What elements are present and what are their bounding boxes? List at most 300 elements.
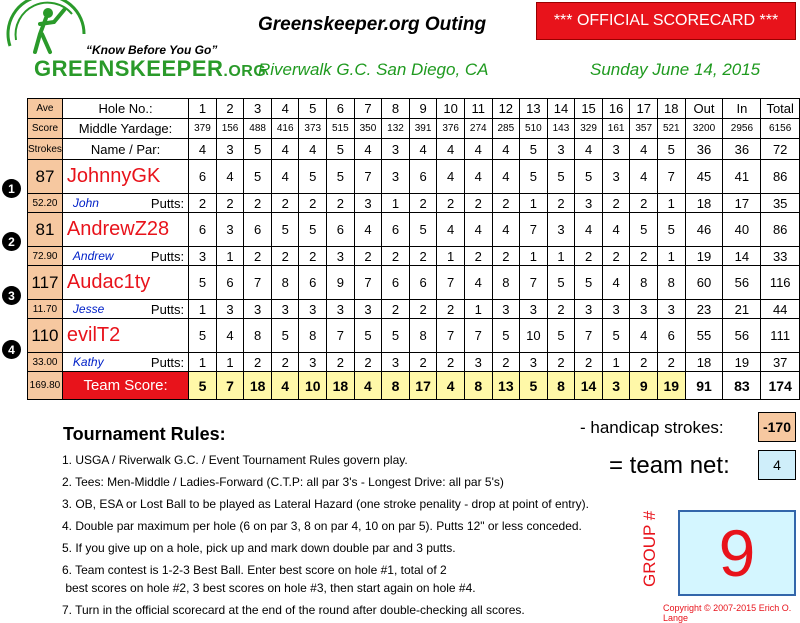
team-in: 83 xyxy=(723,372,761,400)
putts-in: 19 xyxy=(723,353,761,372)
team-total: 174 xyxy=(761,372,800,400)
hole-score: 3 xyxy=(602,160,630,194)
hole-putts: 2 xyxy=(299,194,327,213)
hole-score: 4 xyxy=(437,213,465,247)
hole-putts: 2 xyxy=(327,194,355,213)
hole-score: 7 xyxy=(520,213,548,247)
table-row xyxy=(28,119,800,139)
hole-number: 6 xyxy=(327,99,355,119)
hole-yardage: 416 xyxy=(271,119,299,139)
putts-out: 18 xyxy=(685,353,723,372)
table-row xyxy=(28,213,800,247)
hole-score: 5 xyxy=(547,319,575,353)
hole-yardage: 350 xyxy=(354,119,382,139)
score-total: 111 xyxy=(761,319,800,353)
player-name: AndrewZ28 xyxy=(62,213,188,247)
team-hole-score: 13 xyxy=(492,372,520,400)
hole-score: 4 xyxy=(464,160,492,194)
hole-par: 4 xyxy=(575,139,603,160)
hole-score: 4 xyxy=(271,160,299,194)
hole-score: 5 xyxy=(602,319,630,353)
putts-in: 14 xyxy=(723,247,761,266)
table-row xyxy=(28,99,800,119)
hole-putts: 3 xyxy=(354,194,382,213)
score-label: Score xyxy=(28,119,63,139)
outing-title: Greenskeeper.org Outing xyxy=(258,14,487,35)
par-total: 72 xyxy=(761,139,800,160)
par-in: 36 xyxy=(723,139,761,160)
hole-par: 4 xyxy=(299,139,327,160)
team-hole-score: 9 xyxy=(630,372,658,400)
hole-yardage: 329 xyxy=(575,119,603,139)
event-date: Sunday June 14, 2015 xyxy=(590,60,761,79)
hole-putts: 1 xyxy=(547,247,575,266)
table-row xyxy=(28,300,800,319)
player-name: Audac1ty xyxy=(62,266,188,300)
hole-putts: 1 xyxy=(602,353,630,372)
hole-putts: 2 xyxy=(547,353,575,372)
hole-score: 4 xyxy=(492,160,520,194)
score-in: 56 xyxy=(723,319,761,353)
hole-putts: 1 xyxy=(437,247,465,266)
rule-item: 2. Tees: Men-Middle / Ladies-Forward (C.T.P: all par 3's - Longest Drive: all par 5's) xyxy=(62,475,504,489)
hole-score: 6 xyxy=(189,160,217,194)
hole-score: 3 xyxy=(547,213,575,247)
hole-putts: 3 xyxy=(492,300,520,319)
hole-score: 5 xyxy=(271,319,299,353)
score-out: 55 xyxy=(685,319,723,353)
rule-item: 7. Turn in the official scorecard at the end of the round after double-checking all scores. xyxy=(62,603,525,617)
hole-score: 5 xyxy=(271,213,299,247)
hole-number: 16 xyxy=(602,99,630,119)
table-row xyxy=(28,247,800,266)
team-hole-score: 19 xyxy=(658,372,686,400)
team-handicap-total: 169.80 xyxy=(28,372,63,400)
hole-putts: 2 xyxy=(271,247,299,266)
hole-score: 5 xyxy=(189,266,217,300)
player-average: 87 xyxy=(28,160,63,194)
tagline: “Know Before You Go” xyxy=(86,43,218,57)
hole-score: 5 xyxy=(547,266,575,300)
official-scorecard-banner: *** OFFICIAL SCORECARD *** xyxy=(536,2,796,40)
hole-number: 4 xyxy=(271,99,299,119)
hole-score: 4 xyxy=(630,319,658,353)
hole-number: 5 xyxy=(299,99,327,119)
rule-item: 5. If you give up on a hole, pick up and mark down double par and 3 putts. xyxy=(62,541,456,555)
team-hole-score: 8 xyxy=(547,372,575,400)
hole-putts: 3 xyxy=(216,300,244,319)
hole-score: 4 xyxy=(492,213,520,247)
hole-score: 5 xyxy=(492,319,520,353)
hole-number: 9 xyxy=(409,99,437,119)
hole-putts: 3 xyxy=(189,247,217,266)
hole-yardage: 376 xyxy=(437,119,465,139)
team-hole-score: 5 xyxy=(189,372,217,400)
putts-cell xyxy=(62,247,188,266)
hole-yardage: 161 xyxy=(602,119,630,139)
putts-out: 23 xyxy=(685,300,723,319)
hole-score: 5 xyxy=(189,319,217,353)
hole-putts: 2 xyxy=(271,194,299,213)
yardage-label: Middle Yardage: xyxy=(62,119,188,139)
hole-score: 7 xyxy=(437,266,465,300)
score-out: 45 xyxy=(685,160,723,194)
player-name: evilT2 xyxy=(62,319,188,353)
hole-score: 5 xyxy=(630,213,658,247)
hole-putts: 2 xyxy=(437,194,465,213)
player-handicap: 52.20 xyxy=(28,194,63,213)
hole-putts: 3 xyxy=(658,300,686,319)
table-row xyxy=(28,194,800,213)
hole-putts: 2 xyxy=(244,353,272,372)
player-alias: John xyxy=(72,195,99,210)
rule-item: best scores on hole #2, 3 best scores on hole #3, then start again on hole #4. xyxy=(62,581,476,595)
hole-yardage: 156 xyxy=(216,119,244,139)
team-out: 91 xyxy=(685,372,723,400)
hole-score: 5 xyxy=(409,213,437,247)
hole-putts: 2 xyxy=(409,194,437,213)
hole-yardage: 391 xyxy=(409,119,437,139)
team-hole-score: 18 xyxy=(244,372,272,400)
rank-bullet: 2 xyxy=(2,232,21,251)
hole-score: 9 xyxy=(327,266,355,300)
table-row xyxy=(28,353,800,372)
hole-putts: 1 xyxy=(216,247,244,266)
hole-score: 6 xyxy=(299,266,327,300)
hole-score: 7 xyxy=(575,319,603,353)
hole-putts: 3 xyxy=(271,300,299,319)
hole-score: 4 xyxy=(575,213,603,247)
hole-putts: 1 xyxy=(658,247,686,266)
hole-score: 7 xyxy=(464,319,492,353)
hole-score: 8 xyxy=(409,319,437,353)
player-alias: Jesse xyxy=(72,301,105,316)
total-label: Total xyxy=(761,99,800,119)
hole-par: 4 xyxy=(492,139,520,160)
hole-yardage: 274 xyxy=(464,119,492,139)
hole-putts: 2 xyxy=(575,353,603,372)
brand-name: GREENSKEEPER.ORG xyxy=(34,56,267,81)
hole-putts: 2 xyxy=(547,300,575,319)
hole-putts: 3 xyxy=(464,353,492,372)
score-out: 46 xyxy=(685,213,723,247)
hole-putts: 1 xyxy=(520,194,548,213)
hole-yardage: 132 xyxy=(382,119,410,139)
hole-putts: 2 xyxy=(492,353,520,372)
hole-putts: 2 xyxy=(189,194,217,213)
yardage-total: 6156 xyxy=(761,119,800,139)
hole-score: 6 xyxy=(382,213,410,247)
hole-score: 4 xyxy=(464,266,492,300)
team-hole-score: 8 xyxy=(382,372,410,400)
hole-score: 4 xyxy=(216,319,244,353)
rule-item: 1. USGA / Riverwalk G.C. / Event Tournament Rules govern play. xyxy=(62,453,408,467)
hole-score: 6 xyxy=(409,266,437,300)
hole-putts: 2 xyxy=(216,194,244,213)
rule-item: 4. Double par maximum per hole (6 on par 3, 8 on par 4, 10 on par 5). Putts 12" or less conceded. xyxy=(62,519,582,533)
hole-score: 7 xyxy=(354,266,382,300)
hole-yardage: 357 xyxy=(630,119,658,139)
hole-score: 6 xyxy=(327,213,355,247)
hole-yardage: 379 xyxy=(189,119,217,139)
score-in: 40 xyxy=(723,213,761,247)
putts-out: 19 xyxy=(685,247,723,266)
hole-score: 5 xyxy=(658,213,686,247)
team-hole-score: 18 xyxy=(327,372,355,400)
hole-score: 7 xyxy=(520,266,548,300)
team-hole-score: 3 xyxy=(602,372,630,400)
hole-number: 7 xyxy=(354,99,382,119)
in-label: In xyxy=(723,99,761,119)
rank-bullet: 3 xyxy=(2,286,21,305)
hole-number: 11 xyxy=(464,99,492,119)
team-hole-score: 14 xyxy=(575,372,603,400)
team-hole-score: 17 xyxy=(409,372,437,400)
hole-score: 6 xyxy=(409,160,437,194)
hole-putts: 1 xyxy=(658,194,686,213)
hole-putts: 3 xyxy=(299,353,327,372)
hole-yardage: 510 xyxy=(520,119,548,139)
hole-score: 7 xyxy=(244,266,272,300)
hole-number: 10 xyxy=(437,99,465,119)
hole-score: 5 xyxy=(244,160,272,194)
hole-putts: 2 xyxy=(492,247,520,266)
hole-score: 5 xyxy=(327,160,355,194)
hole-putts: 2 xyxy=(409,353,437,372)
score-in: 41 xyxy=(723,160,761,194)
hole-putts: 2 xyxy=(244,247,272,266)
hole-score: 4 xyxy=(602,213,630,247)
putts-in: 17 xyxy=(723,194,761,213)
hole-score: 7 xyxy=(658,160,686,194)
ave-label: Ave xyxy=(28,99,63,119)
hole-putts: 2 xyxy=(271,353,299,372)
hole-yardage: 143 xyxy=(547,119,575,139)
hole-putts: 1 xyxy=(520,247,548,266)
team-hole-score: 4 xyxy=(354,372,382,400)
putts-total: 44 xyxy=(761,300,800,319)
table-row xyxy=(28,160,800,194)
hole-score: 7 xyxy=(327,319,355,353)
hole-number: 13 xyxy=(520,99,548,119)
hole-score: 8 xyxy=(299,319,327,353)
hole-putts: 1 xyxy=(189,353,217,372)
course-name: Riverwalk G.C. San Diego, CA xyxy=(258,60,489,79)
handicap-label: - handicap strokes: xyxy=(580,418,724,437)
hole-putts: 2 xyxy=(382,300,410,319)
hole-score: 5 xyxy=(382,319,410,353)
hole-number: 18 xyxy=(658,99,686,119)
score-total: 116 xyxy=(761,266,800,300)
hole-putts: 2 xyxy=(409,247,437,266)
putts-out: 18 xyxy=(685,194,723,213)
hole-putts: 3 xyxy=(520,353,548,372)
putts-label: Putts: xyxy=(150,195,185,211)
table-row xyxy=(28,139,800,160)
putts-cell xyxy=(62,194,188,213)
hole-score: 8 xyxy=(492,266,520,300)
hole-par: 4 xyxy=(630,139,658,160)
table-row xyxy=(28,372,800,400)
hole-putts: 3 xyxy=(575,194,603,213)
hole-number: 12 xyxy=(492,99,520,119)
out-label: Out xyxy=(685,99,723,119)
player-average: 81 xyxy=(28,213,63,247)
hole-score: 5 xyxy=(547,160,575,194)
hole-par: 4 xyxy=(189,139,217,160)
team-net-value: 4 xyxy=(758,450,796,480)
yardage-in: 2956 xyxy=(723,119,761,139)
hole-score: 8 xyxy=(244,319,272,353)
hole-score: 4 xyxy=(437,160,465,194)
hole-putts: 2 xyxy=(630,353,658,372)
score-total: 86 xyxy=(761,213,800,247)
rank-bullet: 1 xyxy=(2,179,21,198)
player-handicap: 11.70 xyxy=(28,300,63,319)
hole-putts: 3 xyxy=(327,247,355,266)
hole-score: 6 xyxy=(216,266,244,300)
hole-score: 4 xyxy=(216,160,244,194)
hole-putts: 1 xyxy=(189,300,217,319)
hole-number: 3 xyxy=(244,99,272,119)
putts-total: 35 xyxy=(761,194,800,213)
score-total: 86 xyxy=(761,160,800,194)
putts-label: Putts: xyxy=(150,354,185,370)
hole-score: 4 xyxy=(630,160,658,194)
putts-cell xyxy=(62,300,188,319)
putts-label: Putts: xyxy=(150,248,185,264)
hole-putts: 3 xyxy=(354,300,382,319)
hole-putts: 3 xyxy=(630,300,658,319)
putts-in: 21 xyxy=(723,300,761,319)
handicap-value: -170 xyxy=(758,412,796,442)
hole-yardage: 373 xyxy=(299,119,327,139)
hole-no-label: Hole No.: xyxy=(62,99,188,119)
hole-score: 5 xyxy=(299,160,327,194)
hole-putts: 2 xyxy=(409,300,437,319)
team-score-label: Team Score: xyxy=(62,372,188,400)
hole-putts: 2 xyxy=(602,194,630,213)
hole-par: 4 xyxy=(437,139,465,160)
player-name: JohnnyGK xyxy=(62,160,188,194)
hole-score: 8 xyxy=(271,266,299,300)
hole-putts: 3 xyxy=(575,300,603,319)
hole-par: 3 xyxy=(216,139,244,160)
hole-number: 2 xyxy=(216,99,244,119)
hole-putts: 2 xyxy=(327,353,355,372)
hole-putts: 2 xyxy=(602,247,630,266)
hole-number: 1 xyxy=(189,99,217,119)
hole-putts: 2 xyxy=(382,247,410,266)
name-par-label: Name / Par: xyxy=(62,139,188,160)
player-alias: Kathy xyxy=(72,354,104,369)
strokes-label: Strokes xyxy=(28,139,63,160)
hole-score: 10 xyxy=(520,319,548,353)
hole-par: 4 xyxy=(409,139,437,160)
hole-putts: 2 xyxy=(492,194,520,213)
hole-putts: 1 xyxy=(382,194,410,213)
team-hole-score: 7 xyxy=(216,372,244,400)
hole-number: 8 xyxy=(382,99,410,119)
player-average: 110 xyxy=(28,319,63,353)
hole-yardage: 285 xyxy=(492,119,520,139)
copyright: Copyright © 2007-2015 Erich O. Lange xyxy=(663,603,792,623)
group-label: GROUP # xyxy=(640,510,659,587)
putts-label: Putts: xyxy=(150,301,185,317)
player-alias: Andrew xyxy=(72,248,114,263)
team-hole-score: 8 xyxy=(464,372,492,400)
hole-score: 7 xyxy=(354,160,382,194)
team-hole-score: 4 xyxy=(437,372,465,400)
par-out: 36 xyxy=(685,139,723,160)
hole-score: 5 xyxy=(520,160,548,194)
hole-putts: 2 xyxy=(354,247,382,266)
player-handicap: 33.00 xyxy=(28,353,63,372)
table-row xyxy=(28,319,800,353)
hole-putts: 2 xyxy=(630,194,658,213)
hole-putts: 3 xyxy=(520,300,548,319)
hole-par: 4 xyxy=(354,139,382,160)
hole-par: 3 xyxy=(382,139,410,160)
hole-score: 5 xyxy=(575,160,603,194)
hole-par: 3 xyxy=(602,139,630,160)
hole-putts: 2 xyxy=(299,247,327,266)
player-handicap: 72.90 xyxy=(28,247,63,266)
hole-par: 5 xyxy=(520,139,548,160)
hole-score: 8 xyxy=(630,266,658,300)
hole-score: 6 xyxy=(382,266,410,300)
hole-putts: 2 xyxy=(575,247,603,266)
hole-par: 3 xyxy=(547,139,575,160)
rule-item: 3. OB, ESA or Lost Ball to be played as Lateral Hazard (one stroke penality - drop at point of entry). xyxy=(62,497,589,511)
score-out: 60 xyxy=(685,266,723,300)
hole-score: 7 xyxy=(437,319,465,353)
hole-par: 4 xyxy=(271,139,299,160)
hole-par: 5 xyxy=(658,139,686,160)
hole-yardage: 521 xyxy=(658,119,686,139)
hole-putts: 2 xyxy=(464,194,492,213)
hole-score: 5 xyxy=(354,319,382,353)
hole-putts: 2 xyxy=(547,194,575,213)
hole-score: 4 xyxy=(602,266,630,300)
hole-score: 3 xyxy=(216,213,244,247)
hole-putts: 2 xyxy=(354,353,382,372)
hole-putts: 3 xyxy=(299,300,327,319)
putts-cell xyxy=(62,353,188,372)
hole-yardage: 488 xyxy=(244,119,272,139)
hole-putts: 2 xyxy=(437,353,465,372)
team-net-label: = team net: xyxy=(609,452,730,479)
hole-par: 5 xyxy=(327,139,355,160)
table-row xyxy=(28,266,800,300)
scorecard-table xyxy=(27,98,800,400)
hole-putts: 3 xyxy=(327,300,355,319)
rules-title: Tournament Rules: xyxy=(63,424,226,444)
hole-number: 15 xyxy=(575,99,603,119)
putts-total: 37 xyxy=(761,353,800,372)
hole-score: 5 xyxy=(575,266,603,300)
score-in: 56 xyxy=(723,266,761,300)
putts-total: 33 xyxy=(761,247,800,266)
hole-score: 8 xyxy=(658,266,686,300)
hole-putts: 3 xyxy=(602,300,630,319)
hole-putts: 2 xyxy=(658,353,686,372)
hole-score: 5 xyxy=(299,213,327,247)
rank-bullet: 4 xyxy=(2,340,21,359)
hole-putts: 3 xyxy=(382,353,410,372)
yardage-out: 3200 xyxy=(685,119,723,139)
hole-putts: 2 xyxy=(244,194,272,213)
